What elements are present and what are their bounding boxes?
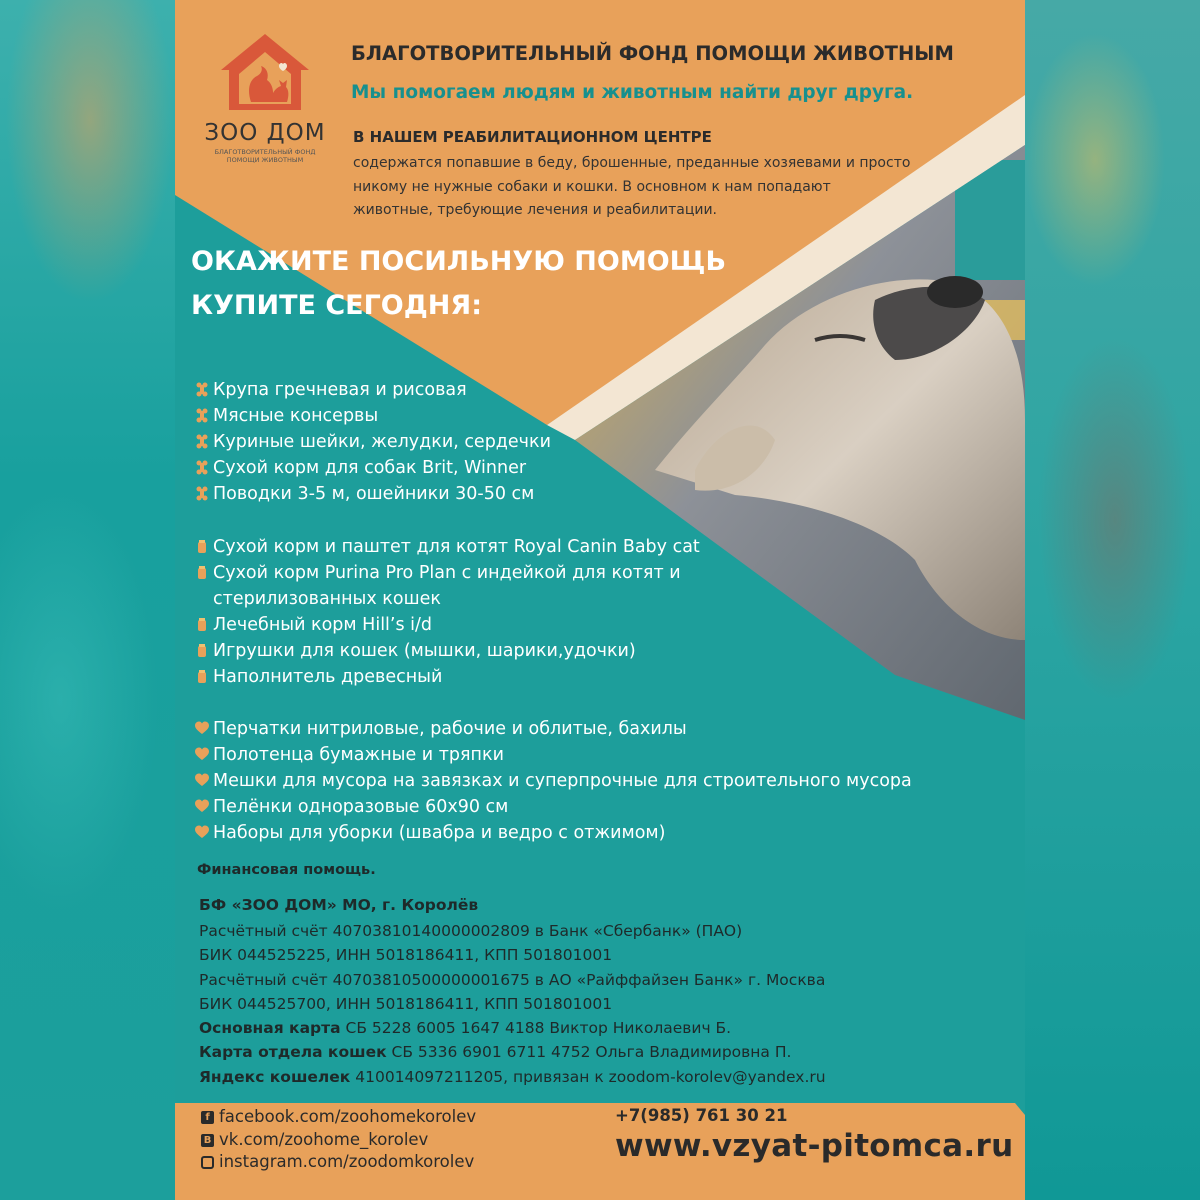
main-card: Основная карта СБ 5228 6005 1647 4188 Виктор Николаевич Б.: [199, 1019, 732, 1038]
rehab-center-description: содержатся попавшие в беду, брошенные, преданные хозяевами и просто никому не нужные собаки и кошки. В основном к нам попадают животные, требующие лечения и реабилитации.: [353, 155, 911, 218]
dog-supplies-list: [192, 377, 992, 507]
dog-bone-icon: [195, 460, 209, 475]
foundation-title: БЛАГОТВОРИТЕЛЬНЫЙ ФОНД ПОМОЩИ ЖИВОТНЫМ: [351, 42, 954, 65]
list-item: Мясные консервы: [192, 403, 992, 429]
house-pets-logo-icon: [217, 30, 313, 114]
bank-details: [199, 919, 1019, 1089]
heart-icon: [195, 799, 209, 814]
cat-food-icon: [195, 643, 209, 658]
bank-account-raiffeisen: Расчётный счёт 40703810500000001675 в АО «Райффайзен Банк» г. Москва: [199, 970, 826, 989]
heart-icon: [195, 773, 209, 788]
heart-icon: [195, 721, 209, 736]
blurred-background-right: [1025, 0, 1200, 1200]
cat-supplies-list: [192, 534, 992, 690]
tagline: Мы помогаем людям и животным найти друг друга.: [351, 82, 914, 103]
facebook-icon: f: [201, 1111, 214, 1124]
list-item: Наборы для уборки (швабра и ведро с отжимом): [192, 820, 992, 846]
list-item: Наполнитель древесный: [192, 664, 992, 690]
cats-card: Карта отдела кошек СБ 5336 6901 6711 4752 Ольга Владимировна П.: [199, 1043, 792, 1062]
instagram-link[interactable]: instagram.com/zoodomkorolev: [201, 1151, 476, 1174]
call-to-action-line2: КУПИТЕ СЕГОДНЯ:: [191, 290, 482, 321]
organization-name: БФ «ЗОО ДОМ» МО, г. Королёв: [199, 896, 479, 914]
list-item: Крупа гречневая и рисовая: [192, 377, 992, 403]
bank-account-sberbank: Расчётный счёт 40703810140000002809 в Банк «Сбербанк» (ПАО): [199, 922, 743, 940]
heart-icon: [195, 747, 209, 762]
cat-food-icon: [195, 669, 209, 684]
dog-bone-icon: [195, 486, 209, 501]
cat-food-icon: [195, 565, 209, 580]
rehab-center-title: В НАШЕМ РЕАБИЛИТАЦИОННОМ ЦЕНТРЕ: [353, 128, 712, 146]
vk-link[interactable]: B vk.com/zoohome_korolev: [201, 1129, 476, 1152]
dog-bone-icon: [195, 408, 209, 423]
instagram-icon: [201, 1156, 214, 1169]
dog-bone-icon: [195, 382, 209, 397]
bank-codes-raiffeisen: БИК 044525700, ИНН 5018186411, КПП 501801001: [199, 994, 613, 1013]
blurred-background-left: [0, 0, 175, 1200]
list-item: Поводки 3-5 м, ошейники 30-50 см: [192, 481, 992, 507]
zoodom-logo: [195, 30, 335, 164]
cat-food-icon: [195, 617, 209, 632]
cat-food-icon: [195, 539, 209, 554]
list-item: Игрушки для кошек (мышки, шарики,удочки): [192, 638, 992, 664]
dog-bone-icon: [195, 434, 209, 449]
logo-name: ЗОО ДОМ: [204, 120, 326, 146]
list-item: Лечебный корм Hill’s i/d: [192, 612, 992, 638]
logo-subtitle: БЛАГОТВОРИТЕЛЬНЫЙ ФОНД ПОМОЩИ ЖИВОТНЫМ: [214, 148, 316, 164]
call-to-action-line1: ОКАЖИТЕ ПОСИЛЬНУЮ ПОМОЩЬ: [191, 246, 727, 277]
social-links: [201, 1106, 476, 1174]
vk-icon: B: [201, 1134, 214, 1147]
list-item: Сухой корм для собак Brit, Winner: [192, 455, 992, 481]
bank-codes-sberbank: БИК 044525225, ИНН 5018186411, КПП 501801001: [199, 946, 613, 965]
list-item: Полотенца бумажные и тряпки: [192, 742, 992, 768]
website-link[interactable]: www.vzyat-pitomca.ru: [615, 1128, 1014, 1164]
financial-help-title: Финансовая помощь.: [197, 862, 376, 878]
household-supplies-list: [192, 716, 992, 846]
list-item: Сухой корм и паштет для котят Royal Canin Baby cat: [192, 534, 992, 560]
list-item: Пелёнки одноразовые 60х90 см: [192, 794, 992, 820]
poster: [175, 0, 1025, 1200]
list-item: Сухой корм Purina Pro Plan с индейкой для котят и стерилизованных кошек: [192, 560, 733, 612]
yandex-wallet: Яндекс кошелек 410014097211205, привязан к zoodom-korolev@yandex.ru: [199, 1067, 826, 1086]
list-item: Куриные шейки, желудки, сердечки: [192, 429, 992, 455]
facebook-link[interactable]: f facebook.com/zoohomekorolev: [201, 1106, 476, 1129]
list-item: Перчатки нитриловые, рабочие и облитые, бахилы: [192, 716, 992, 742]
heart-icon: [195, 825, 209, 840]
call-to-action: [191, 240, 726, 328]
list-item: Мешки для мусора на завязках и суперпрочные для строительного мусора: [192, 768, 992, 794]
phone-number[interactable]: +7(985) 761 30 21: [615, 1106, 788, 1125]
